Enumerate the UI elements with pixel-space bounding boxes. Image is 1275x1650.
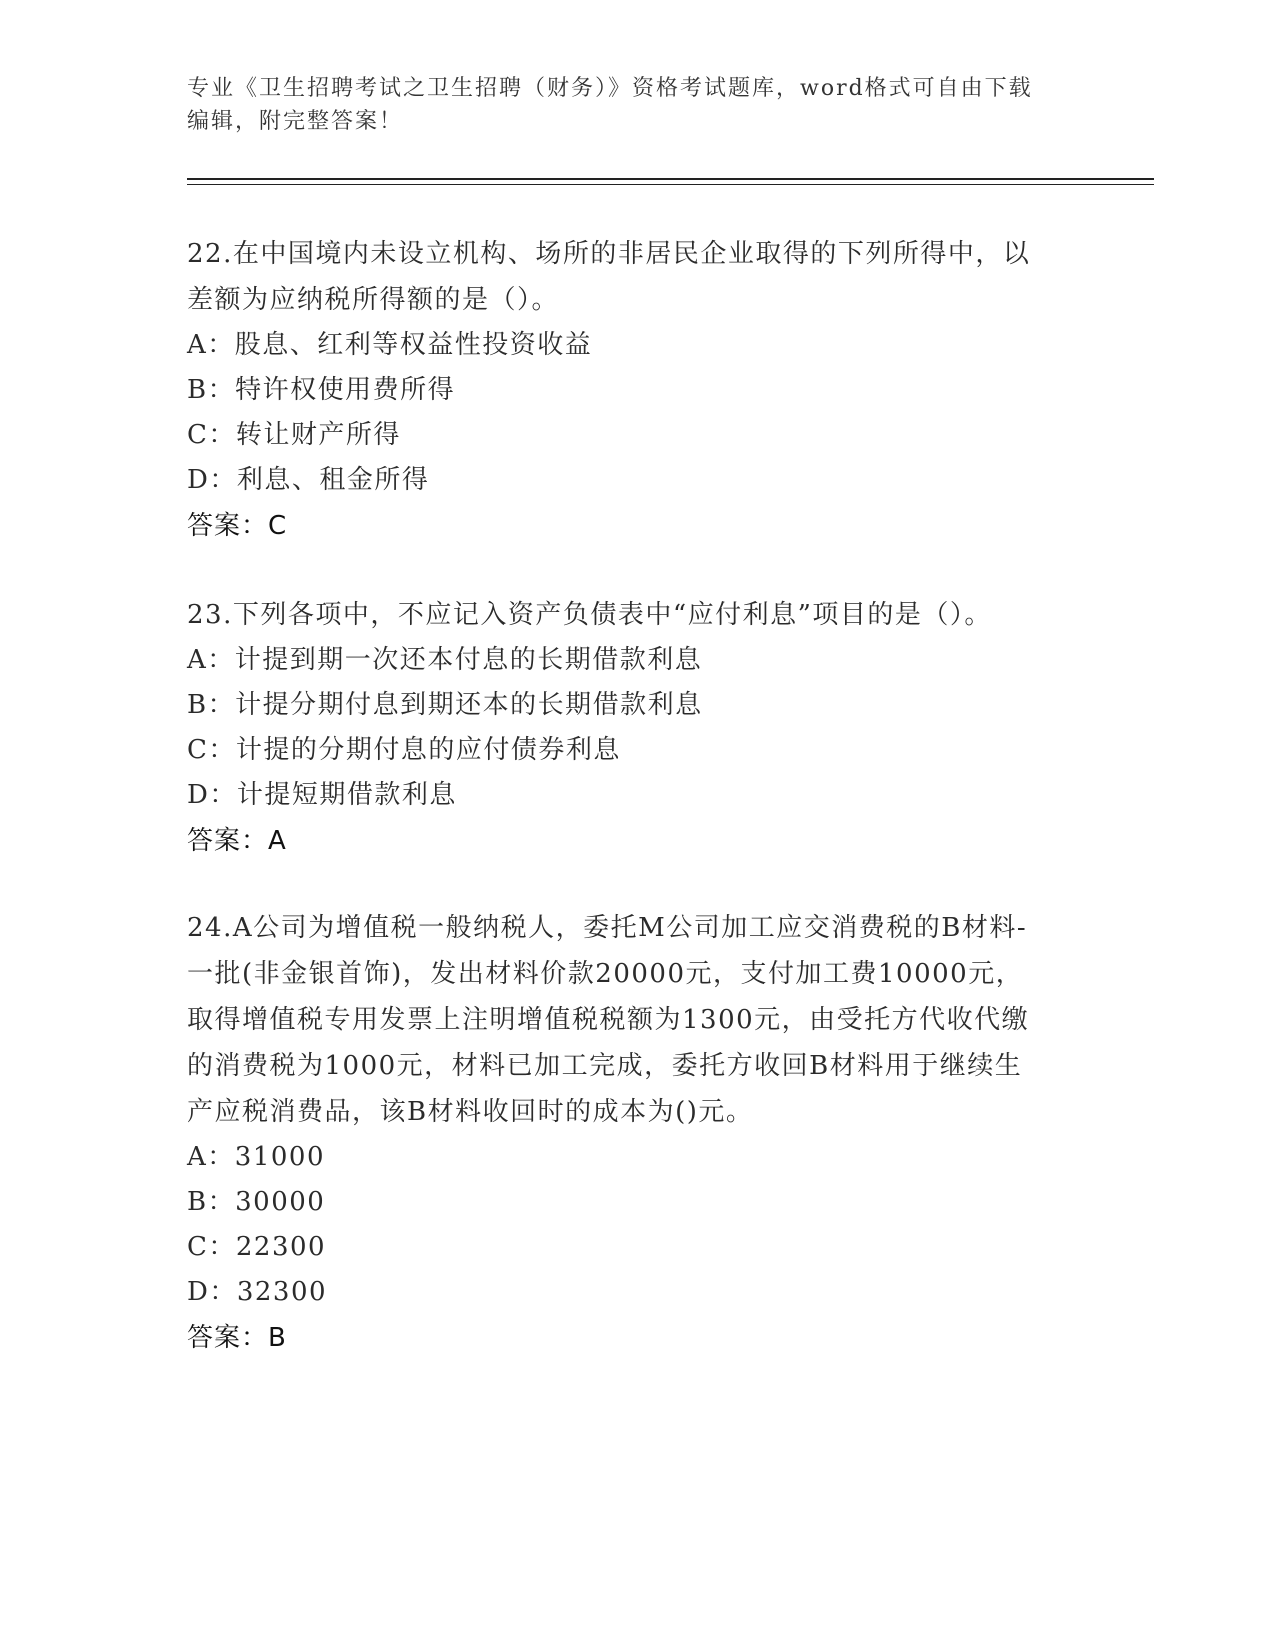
question-stem-line: 产应税消费品，该B材料收回时的成本为()元。: [187, 1097, 754, 1127]
question-stem-line: 的消费税为1000元，材料已加工完成，委托方收回B材料用于继续生: [187, 1051, 1023, 1081]
option-b: B：特许权使用费所得: [187, 375, 456, 405]
answer-label: 答案：B: [187, 1323, 287, 1353]
question-stem-line: 取得增值税专用发票上注明增值税税额为1300元，由受托方代收代缴: [187, 1005, 1030, 1035]
option-b: B：计提分期付息到期还本的长期借款利息: [187, 690, 703, 720]
question-24: [187, 905, 1087, 1361]
header-divider-thin: [187, 184, 1154, 185]
answer-label: 答案：A: [187, 826, 287, 856]
question-stem-line: 22.在中国境内未设立机构、场所的非居民企业取得的下列所得中，以: [187, 239, 1031, 269]
header-divider-thick: [187, 178, 1154, 180]
option-b: B：30000: [187, 1187, 326, 1217]
option-c: C：22300: [187, 1232, 327, 1262]
option-d: D：计提短期借款利息: [187, 780, 457, 810]
question-22: [187, 231, 1087, 549]
answer-label: 答案：C: [187, 511, 288, 541]
header-line-1: 专业《卫生招聘考试之卫生招聘（财务）》资格考试题库，word格式可自由下载: [187, 76, 1033, 101]
question-stem-line: 24.A公司为增值税一般纳税人，委托M公司加工应交消费税的B材料-: [187, 913, 1028, 943]
question-stem-line: 差额为应纳税所得额的是（）。: [187, 285, 560, 315]
option-d: D：利息、租金所得: [187, 465, 430, 495]
question-stem-line: 23.下列各项中，不应记入资产负债表中“应付利息”项目的是（）。: [187, 600, 992, 630]
header-line-2: 编辑，附完整答案！: [187, 109, 404, 134]
question-stem-line: 一批(非金银首饰)，发出材料价款20000元，支付加工费10000元，: [187, 959, 1024, 989]
document-header: [187, 72, 1067, 138]
option-c: C：计提的分期付息的应付债券利息: [187, 735, 621, 765]
option-a: A：计提到期一次还本付息的长期借款利息: [187, 645, 703, 675]
option-d: D：32300: [187, 1277, 328, 1307]
question-23: [187, 592, 1087, 864]
option-c: C：转让财产所得: [187, 420, 401, 450]
option-a: A：股息、红利等权益性投资收益: [187, 330, 593, 360]
option-a: A：31000: [187, 1142, 325, 1172]
